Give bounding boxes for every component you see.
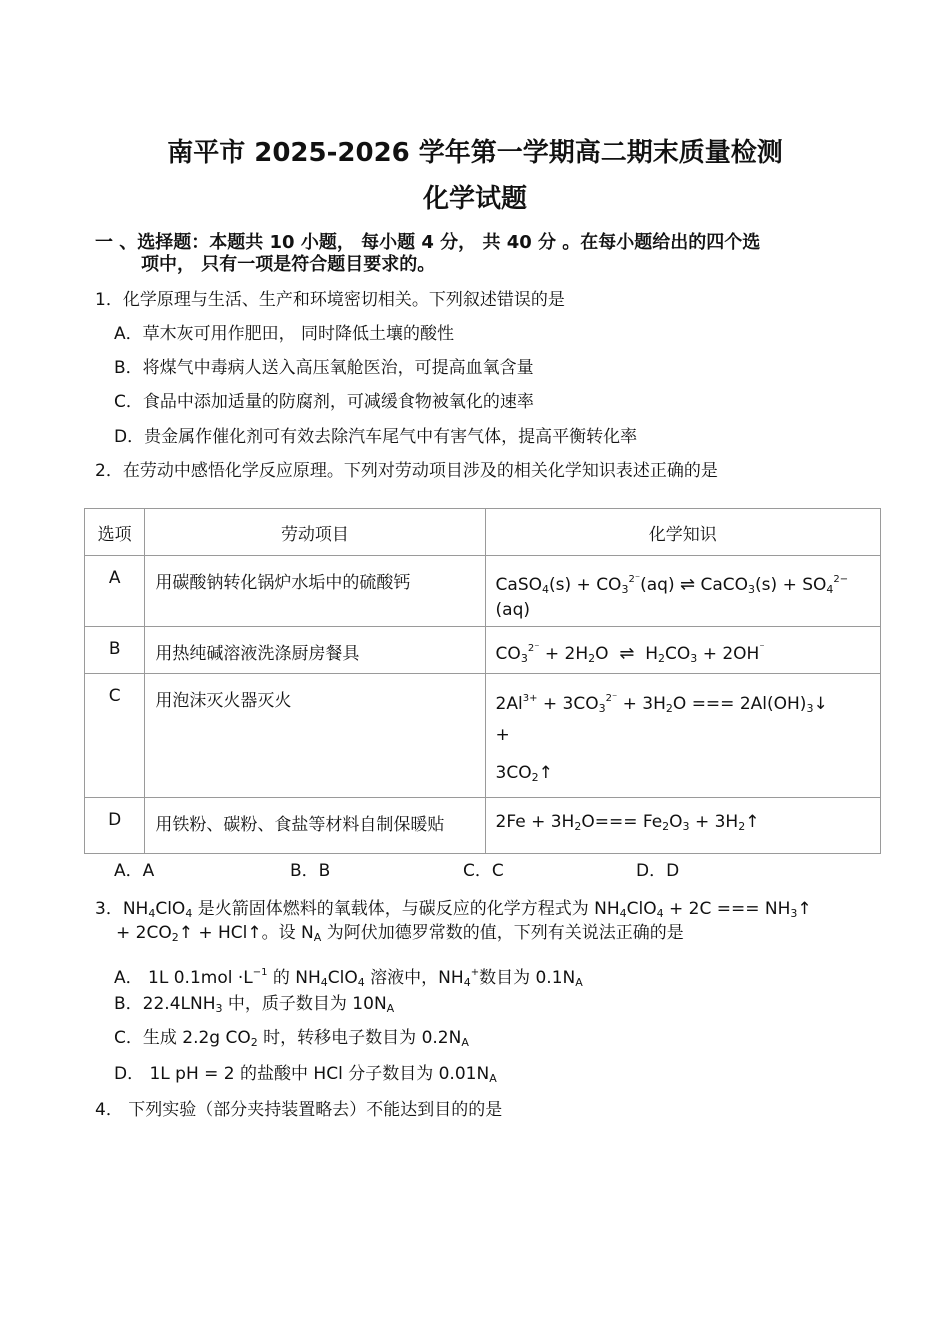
row-a-project: 用碳酸钠转化锅炉水垢中的硫酸钙 bbox=[155, 573, 411, 593]
q2-answer-d: D．D bbox=[636, 861, 680, 881]
row-c-knowledge: $2Al^{3+} + 3CO_3^{2^-} + 3H_2O$ === $2Al(OH)_3↓$ + $3CO_2↑$ bbox=[495, 693, 828, 784]
q2-table bbox=[84, 508, 881, 854]
row-a-option: A bbox=[108, 568, 121, 588]
q2-answer-c: C．C bbox=[463, 861, 504, 881]
q3-stem-line1: 3．$NH_4ClO_4$ 是火箭固体燃料的氧载体，与碳反应的化学方程式为 $NH_4ClO_4 + 2C$ === $NH_3↑$ bbox=[95, 899, 812, 920]
q1-option-d: D．贵金属作催化剂可有效去除汽车尾气中有害气体，提高平衡转化率 bbox=[114, 427, 638, 447]
row-c-project: 用泡沫灭火器灭火 bbox=[155, 691, 292, 711]
section-heading-line1: 一 、选择题：本题共 10 小题， 每小题 4 分， 共 40 分 。在每小题给出的四个选 bbox=[95, 232, 761, 253]
q2-answer-b: B．B bbox=[290, 861, 331, 881]
table-row bbox=[85, 627, 881, 674]
table-row bbox=[85, 798, 881, 854]
row-b-option: B bbox=[108, 639, 121, 659]
table-header-knowledge: 化学知识 bbox=[485, 509, 880, 556]
row-c-option: C bbox=[108, 686, 121, 706]
exam-title: 南平市 2025-2026 学年第一学期高二期末质量检测 bbox=[167, 138, 783, 168]
q1-stem: 1．化学原理与生活、生产和环境密切相关。下列叙述错误的是 bbox=[95, 290, 565, 310]
q1-option-c: C．食品中添加适量的防腐剂，可减缓食物被氧化的速率 bbox=[114, 392, 534, 412]
table-header-option: 选项 bbox=[85, 509, 145, 556]
q1-option-b: B．将煤气中毒病人送入高压氧舱医治，可提高血氧含量 bbox=[114, 358, 534, 378]
q4-stem: 4． 下列实验（部分夹持装置略去）不能达到目的的是 bbox=[95, 1100, 503, 1120]
q3-option-d: D． 1L pH = 2 的盐酸中 HCl 分子数目为 $0.01N_A$ bbox=[114, 1064, 497, 1085]
section-heading-line2: 项中， 只有一项是符合题目要求的。 bbox=[141, 254, 436, 275]
table-row bbox=[85, 556, 881, 627]
q2-stem: 2．在劳动中感悟化学反应原理。下列对劳动项目涉及的相关化学知识表述正确的是 bbox=[95, 461, 718, 481]
row-d-option: D bbox=[108, 810, 122, 830]
q2-answer-a: A．A bbox=[114, 861, 155, 881]
row-a-knowledge: CaSO$_4$(s) + $CO_3^{2^-}(aq)$ ⇌ CaCO$_3$(s) + $SO_4^{2-}$ (aq) bbox=[495, 574, 849, 620]
q1-option-a: A．草木灰可用作肥田， 同时降低土壤的酸性 bbox=[114, 324, 455, 344]
table-header-project: 劳动项目 bbox=[145, 509, 485, 556]
row-d-project: 用铁粉、碳粉、食盐等材料自制保暖贴 bbox=[155, 815, 445, 835]
q3-stem-line2: + $2CO_2↑$ + HCl↑。设 $N_A$ 为阿伏加德罗常数的值，下列有关说法正确的是 bbox=[116, 923, 684, 944]
exam-subtitle: 化学试题 bbox=[422, 184, 527, 214]
row-d-knowledge: $2Fe + 3H_2O=== Fe_2O_3$ + $3H_2↑$ bbox=[495, 812, 760, 833]
table-header-row bbox=[85, 509, 881, 556]
table-row bbox=[85, 674, 881, 798]
row-b-project: 用热纯碱溶液洗涤厨房餐具 bbox=[155, 644, 360, 664]
q3-option-a: A． 1L $0.1mol \cdot L^{-1}$ 的 $NH_4ClO_4$ 溶液中，$NH_4^+$数目为 $0.1N_A$ bbox=[114, 967, 583, 989]
equilibrium-arrow-icon: ⇌ bbox=[619, 643, 635, 664]
row-b-knowledge: $CO_3^{2^-} + 2H_2O$ ⇌ $H_2CO_3 + 2OH^{^-}$ bbox=[495, 643, 765, 665]
q3-option-c: C．生成 2.2g $CO_2$ 时，转移电子数目为 $0.2N_A$ bbox=[114, 1028, 469, 1049]
q3-option-b: B．$22.4LNH_3$ 中，质子数目为 $10N_A$ bbox=[114, 994, 395, 1015]
equilibrium-arrow-icon: ⇌ bbox=[680, 574, 696, 595]
